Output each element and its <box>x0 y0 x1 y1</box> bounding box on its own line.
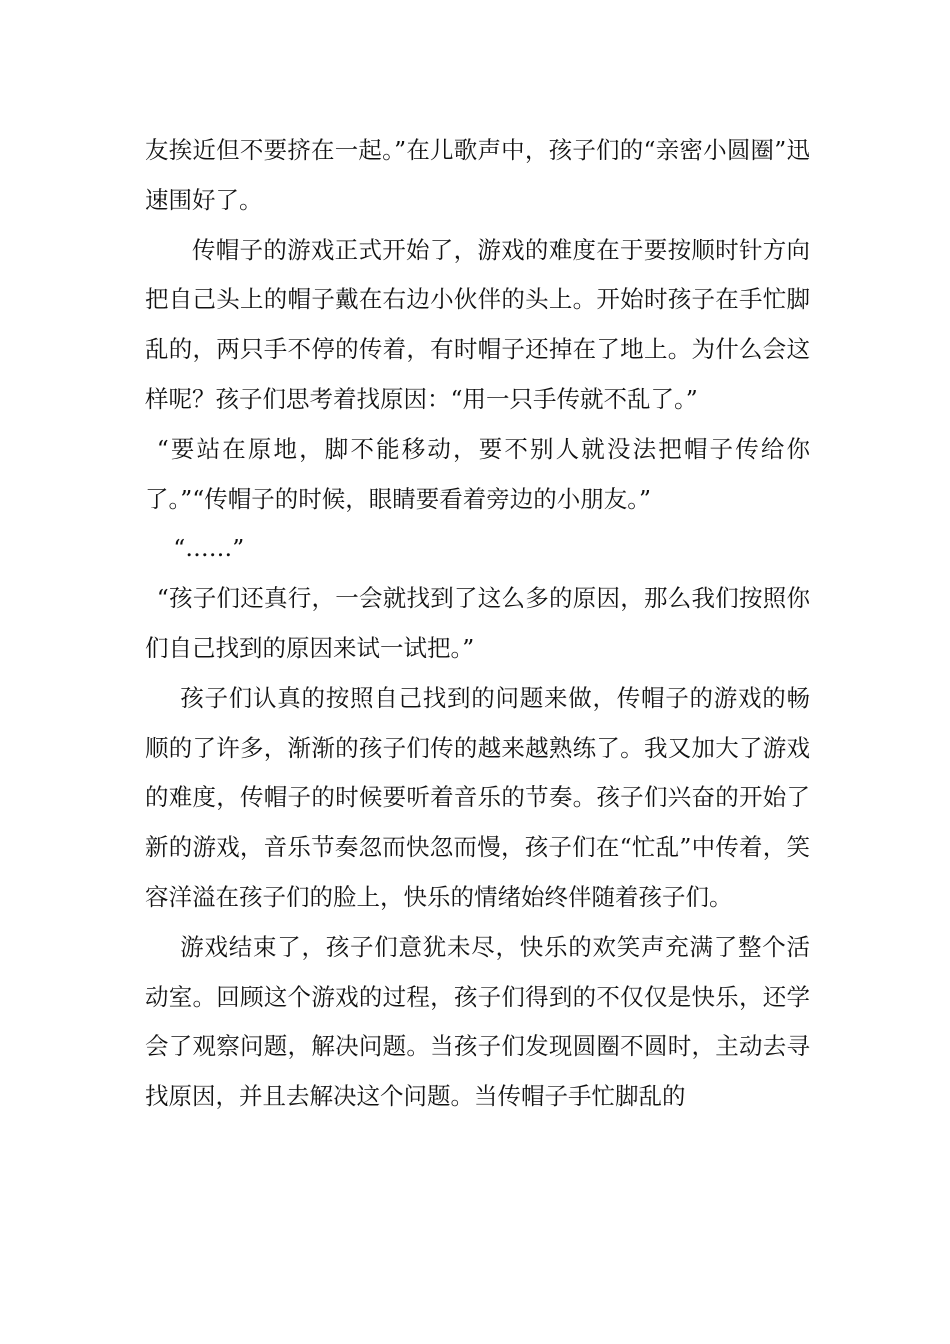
paragraph-children-reasons: “要站在原地，脚不能移动，要不别人就没法把帽子传给你了。”“传帽子的时候，眼睛要看着旁边的小朋友。” <box>145 434 810 513</box>
paragraph-continuation: 友挨近但不要挤在一起。”在儿歌声中，孩子们的“亲密小圆圈”迅速围好了。 <box>145 136 810 214</box>
paragraph-hat-game-start: 传帽子的游戏正式开始了，游戏的难度在于要按顺时针方向把自己头上的帽子戴在右边小伙伴的头上。开始时孩子在手忙脚乱的，两只手不停的传着，有时帽子还掉在了地上。为什么会这样呢？孩子们思考着找原因：“用一只手传就不乱了。” <box>145 235 810 413</box>
document-body <box>145 126 810 1122</box>
paragraph-music-rhythm: 孩子们认真的按照自己找到的问题来做，传帽子的游戏的畅顺的了许多，渐渐的孩子们传的越来越熟练了。我又加大了游戏的难度，传帽子的时候要听着音乐的节奏。孩子们兴奋的开始了新的游戏，音乐节奏忽而快忽而慢，孩子们在“忙乱”中传着，笑容洋溢在孩子们的脸上，快乐的情绪始终伴随着孩子们。 <box>145 683 810 911</box>
paragraph-teacher-praise: “孩子们还真行，一会就找到了这么多的原因，那么我们按照你们自己找到的原因来试一试把。” <box>145 584 810 662</box>
paragraph-ellipsis: “……” <box>173 534 245 563</box>
paragraph-game-review: 游戏结束了，孩子们意犹未尽，快乐的欢笑声充满了整个活动室。回顾这个游戏的过程，孩子们得到的不仅仅是快乐，还学会了观察问题，解决问题。当孩子们发现圆圈不圆时，主动去寻找原因，并且去解决这个问题。当传帽子手忙脚乱的 <box>145 932 810 1111</box>
